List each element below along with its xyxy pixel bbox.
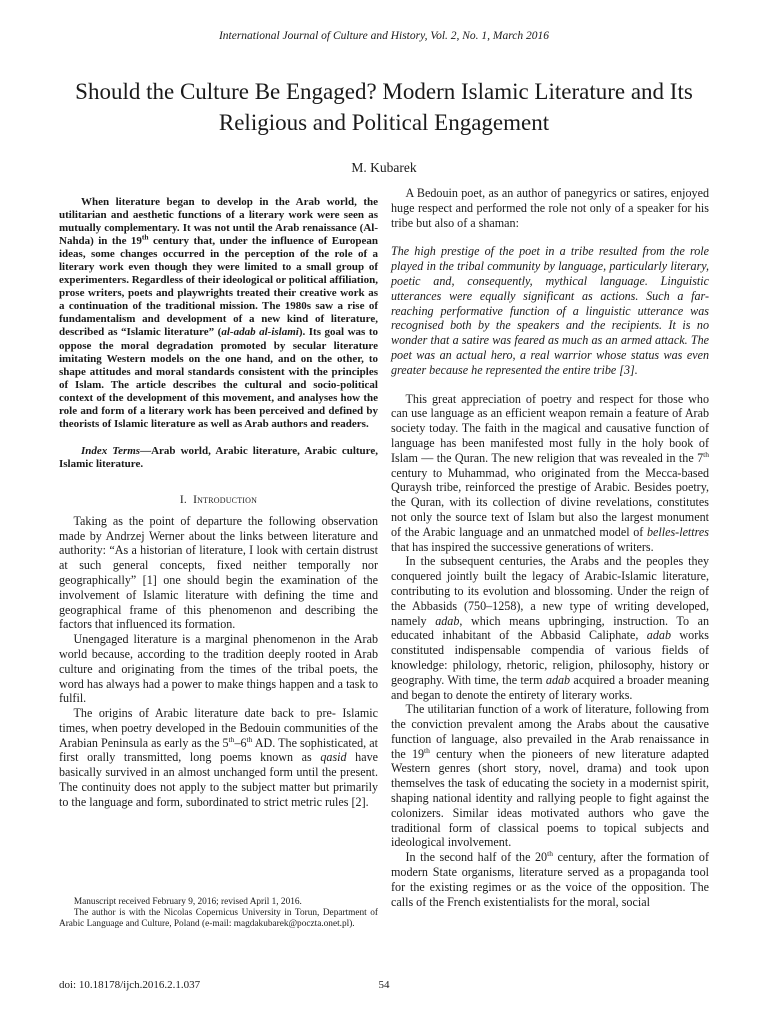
article-title: Should the Culture Be Engaged? Modern Islamic Literature and Its Religious and Political Engagement [75,79,693,135]
left-column [59,196,378,810]
index-terms-label: Index Terms [81,444,141,457]
footnote-received: Manuscript received February 9, 2016; revised April 1, 2016. [73,897,302,907]
paragraph: This great appreciation of poetry and respect for those who can use language as an efficient weapon remain a feature of Arab society today. The faith in the magical and causative function of language has been manifested most fully in the holy book of Islam — the Quran. The new religion that was revealed in the 7th century to Muhammad, who originated from the Mecca-based Quraysh tribe, reinforced the prestige of Arabic. Besides poetry, the Quran, with its collection of divine revelations, constitutes not only the source text of Islam but also the largest monument of the Arabic language and an unmatched model of belles-lettres that has inspired the successive generations of writers. [391,391,709,554]
block-quote: The high prestige of the poet in a tribe resulted from the role played in the tribal community by language, particularly literary, poetic and, consequently, mythical language. Linguistic utterances were equally significant as actions. Such a far-reaching performative function of a linguistic utterance was recognised both by the speakers and the recipients. It is no wonder that a satire was feared as much as an armed attack. The poet was an actual hero, a real warrior whose status was even greater because he represented the entire tribe [3]. [391,244,709,377]
section-heading-introduction: I. Introduction [179,493,258,506]
paragraph: In the second half of the 20th century, after the formation of modern State organisms, literature served as a propaganda tool for the existing regimes or as the voice of the opposition. The calls of the French existentialists for the moral, social [391,849,709,909]
paragraph: The origins of Arabic literature date back to pre- Islamic times, when poetry developed in the Bedouin communities of the Arabian Peninsula as early as the 5th–6th AD. The sophisticated, at first orally transmitted, long poems known as qasid have basically survived in an almost unchanged form until the present. The continuity does not apply to the subject matter but primarily to the language and form, subordinated to strict metric rules [2]. [59,706,379,809]
running-header: International Journal of Culture and History, Vol. 2, No. 1, March 2016 [218,30,550,42]
paragraph: Unengaged literature is a marginal phenomenon in the Arab world because, according to the tradition deeply rooted in Arab culture and originating from the times of the tribal poets, the word has always had a power to make things happen and a task to fulfil. [59,632,378,706]
paragraph: The utilitarian function of a work of literature, following from the conviction prevalent among the Arabs about the causative function of language, also prevailed in the Arab renaissance in the 19th century when the pioneers of new literature adapted Western genres (short story, novel, drama) and took upon themselves the task of educating the society in a modernist spirit, shaping national identity and rallying people to fight against the colonizers. Similar ideas motivated authors who gave the traditional form of classical poems to topical subjects and ideological involvement. [391,702,709,850]
footnote-affiliation: The author is with the Nicolas Copernicus University in Torun, Department of Arabic Language and Culture, Poland (e-mail: magdakubarek@poczta.onet.pl). [59,908,378,930]
author-name: M. Kubarek [351,160,417,175]
doi: doi: 10.18178/ijch.2016.2.1.037 [59,979,201,991]
abstract: When literature began to develop in the Arab world, the utilitarian and aesthetic functions of a literary work were seen as mutually complementary. It was not until the Arab renaissance (Al-Nahda) in the 19th century that, under the influence of European ideas, some changes occurred in the perception of the role of a literary work even though they were limited to a small group of experimenters. Regardless of their ideological or political affiliation, prose writers, poets and playwrights treated their creative work as a continuation of the traditional mission. The 1980s saw a rise of fundamentalism and development of a new kind of literature, described as “Islamic literature” (al-adab al-islami). Its goal was to oppose the moral degradation promoted by secular literature imitating Western models on the one hand, and on the other, to shape attitudes and moral standards consistent with the principles of Islam. The article describes the cultural and socio-political context of the development of this movement, and analyses how the role and form of a literary work has been perceived and defined by theorists of Islamic literature as well as Arab authors and readers. [59,196,378,430]
paragraph: Taking as the point of departure the following observation made by Andrzej Werner about the links between literature and authority: “As a historian of literature, I look with certain distrust at such general concepts, fixed neither temporally nor geographically” [1] one should begin the examination of the involvement of Islamic literature with defining the time and geographical frame of this phenomenon and describing the factors that influenced its formation. [59,513,378,632]
paragraph: A Bedouin poet, as an author of panegyrics or satires, enjoyed huge respect and performed the role not only of a speaker for his tribe but also of a shaman: [391,186,709,230]
page-number: 54 [378,979,390,991]
paragraph: In the subsequent centuries, the Arabs and the peoples they conquered jointly built the legacy of Arabic-Islamic literature, contributing to its evolution and blossoming. Under the reign of the Abbasids (750–1258), a new type of writing developed, namely adab, which means upbringing, instruction. To an educated inhabitant of the Abbasid Caliphate, adab works constituted indispensable compendia of various fields of knowledge: philology, rhetoric, religion, philosophy, history or geography. With time, the term adab acquired a broader meaning and began to denote the entirety of literary works. [391,554,709,702]
right-column [391,186,709,909]
footnotes [59,897,378,931]
index-terms: Index Terms—Arab world, Arabic literature, Arabic culture, Islamic literature. [59,444,378,470]
